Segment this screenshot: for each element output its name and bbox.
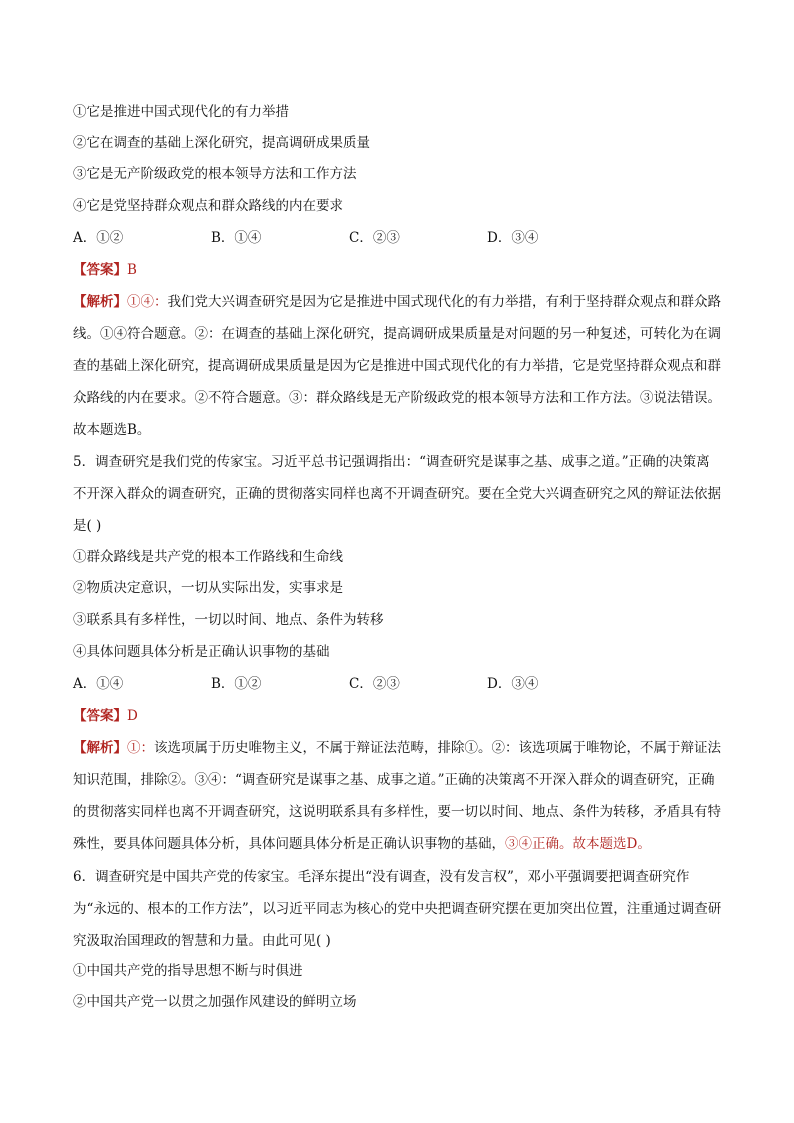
q5-answer-value: D — [127, 708, 138, 724]
q5-item-3: ③联系具有多样性，一切以时间、地点、条件为转移 — [73, 612, 384, 628]
q4-item-2: ②它在调查的基础上深化研究，提高调研成果质量 — [73, 135, 370, 151]
q4-option-a: A．①② — [73, 230, 124, 246]
q4-analysis-lead: ①④： — [127, 294, 168, 310]
q6-item-2: ②中国共产党一以贯之加强作风建设的鲜明立场 — [73, 994, 357, 1010]
q5-option-d: D．③④ — [487, 676, 539, 692]
q4-answer-value: B — [127, 262, 137, 278]
q5-analysis-text: 该选项属于历史唯物主义，不属于辩证法范畴，排除①。②：该选项属于唯物论，不属于辩证法知识范围，排除②。③④：“调查研究是谋事之基、成事之道。”正确的决策离不开深入群众的调查研究，正确的贯彻落实同样也离不开调查研究，这说明联系具有多样性，要一切以时间、地点、条件为转移，矛盾具有特殊性，要具体问题具体分析，具体问题具体分析是正确认识事物的基础， — [73, 740, 721, 852]
q4-analysis-text: 我们党大兴调查研究是因为它是推进中国式现代化的有力举措，有利于坚持群众观点和群众路线。①④符合题意。②：在调查的基础上深化研究，提高调研成果质量是对问题的另一种复述，可转化为在调查的基础上深化研究，提高调研成果质量是因为它是推进中国式现代化的有力举措，它是党坚持群众观点和群众路线的内在要求。②不符合题意。③：群众路线是无产阶级政党的根本领导方法和工作方法。③说法错误。故本题选B。 — [73, 294, 721, 438]
q5-answer — [73, 706, 138, 726]
q4-item-4: ④它是党坚持群众观点和群众路线的内在要求 — [73, 198, 343, 214]
q5-option-a: A．①④ — [73, 676, 124, 692]
q5-item-4: ④具体问题具体分析是正确认识事物的基础 — [73, 644, 330, 660]
q4-options — [73, 228, 625, 248]
q4-answer-tag: 【答案】 — [73, 262, 127, 278]
q5-analysis — [73, 732, 723, 860]
q5-analysis-lead: ①： — [127, 740, 154, 756]
q5-analysis-end: ③④正确。故本题选D。 — [505, 836, 651, 852]
q5-answer-tag: 【答案】 — [73, 708, 127, 724]
q5-analysis-tag: 【解析】 — [73, 740, 127, 756]
q5-item-2: ②物质决定意识，一切从实际出发，实事求是 — [73, 580, 343, 596]
q6-item-1: ①中国共产党的指导思想不断与时俱进 — [73, 963, 303, 979]
q5-option-c: C．②③ — [349, 676, 400, 692]
q4-analysis-tag: 【解析】 — [73, 294, 127, 310]
q4-answer — [73, 260, 137, 280]
q5-item-1: ①群众路线是共产党的根本工作路线和生命线 — [73, 549, 343, 565]
q4-option-d: D．③④ — [487, 230, 539, 246]
q4-item-1: ①它是推进中国式现代化的有力举措 — [73, 104, 289, 120]
q4-option-c: C．②③ — [349, 230, 400, 246]
q5-options — [73, 674, 625, 694]
q5-stem: 5．调查研究是我们党的传家宝。习近平总书记强调指出：“调查研究是谋事之基、成事之道。”正确的决策离不开深入群众的调查研究，正确的贯彻落实同样也离不开调查研究。要在全党大兴调查研究之风的辩证法依据是( ) — [73, 454, 721, 534]
q4-analysis — [73, 286, 723, 446]
q5-option-b: B．①② — [211, 676, 262, 692]
q6-stem: 6．调查研究是中国共产党的传家宝。毛泽东提出“没有调查，没有发言权”，邓小平强调要把调查研究作为“永远的、根本的工作方法”，以习近平同志为核心的党中央把调查研究摆在更加突出位置，注重通过调查研究汲取治国理政的智慧和力量。由此可见( ) — [73, 869, 722, 949]
q4-item-3: ③它是无产阶级政党的根本领导方法和工作方法 — [73, 166, 357, 182]
q4-option-b: B．①④ — [211, 230, 262, 246]
